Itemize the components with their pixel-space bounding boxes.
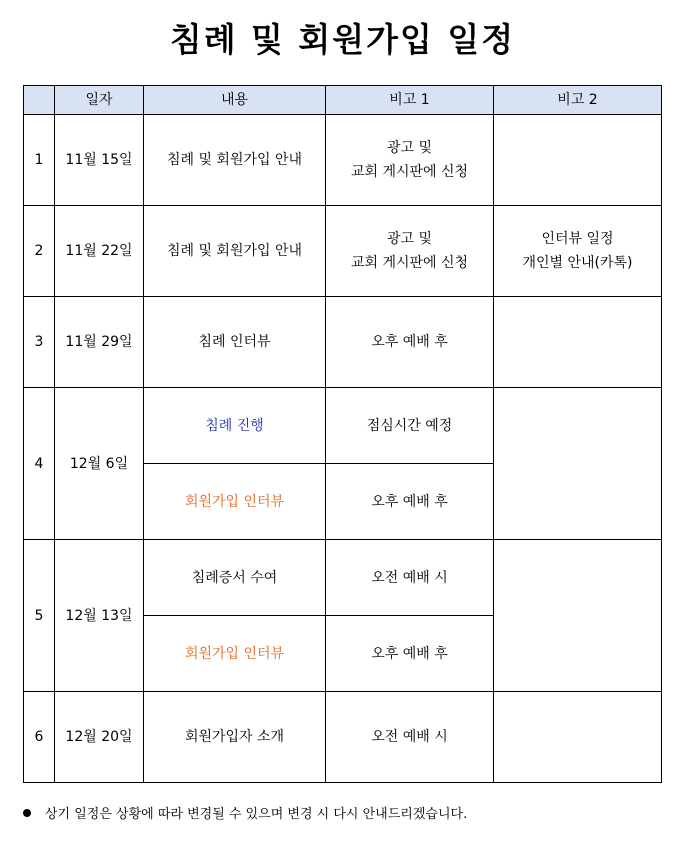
note1-line: 교회 게시판에 신청 xyxy=(350,255,469,271)
header-note1: 비고 1 xyxy=(326,86,494,115)
row-number: 4 xyxy=(24,388,55,540)
row-note2 xyxy=(494,297,662,388)
note1-line: 광고 및 xyxy=(386,231,433,247)
table-header-row xyxy=(24,86,662,115)
row-date: 12월 6일 xyxy=(55,388,144,540)
note1-line: 광고 및 xyxy=(386,140,433,156)
header-content: 내용 xyxy=(144,86,326,115)
row-content: 침례 진행 xyxy=(144,388,326,464)
row-content: 회원가입자 소개 xyxy=(144,692,326,783)
row-note1: 점심시간 예정 xyxy=(326,388,494,464)
row-note2 xyxy=(494,388,662,540)
page-title: 침례 및 회원가입 일정 xyxy=(169,20,516,59)
row-note2 xyxy=(494,692,662,783)
row-content: 침례증서 수여 xyxy=(144,540,326,616)
row-date: 12월 20일 xyxy=(55,692,144,783)
table-row xyxy=(24,115,662,206)
row-number: 2 xyxy=(24,206,55,297)
row-date: 11월 15일 xyxy=(55,115,144,206)
header-note2: 비고 2 xyxy=(494,86,662,115)
row-content: 회원가입 인터뷰 xyxy=(144,616,326,692)
row-note1 xyxy=(326,206,494,297)
row-note1: 오전 예배 시 xyxy=(326,692,494,783)
row-note1: 오후 예배 후 xyxy=(326,464,494,540)
table-row xyxy=(24,692,662,783)
schedule-table xyxy=(23,85,662,783)
note2-line: 인터뷰 일정 xyxy=(541,231,614,247)
table-row xyxy=(24,206,662,297)
footnote xyxy=(23,803,467,822)
row-number: 6 xyxy=(24,692,55,783)
row-note1: 오전 예배 시 xyxy=(326,540,494,616)
row-date: 11월 22일 xyxy=(55,206,144,297)
row-content: 침례 인터뷰 xyxy=(144,297,326,388)
row-number: 5 xyxy=(24,540,55,692)
footnote-text: 상기 일정은 상황에 따라 변경될 수 있으며 변경 시 다시 안내드리겠습니다. xyxy=(45,807,468,822)
row-note1: 오후 예배 후 xyxy=(326,616,494,692)
row-date: 12월 13일 xyxy=(55,540,144,692)
table-row xyxy=(24,388,662,464)
row-date: 11월 29일 xyxy=(55,297,144,388)
table-row xyxy=(24,297,662,388)
row-content: 침례 및 회원가입 안내 xyxy=(144,206,326,297)
row-number: 3 xyxy=(24,297,55,388)
table-row xyxy=(24,540,662,616)
row-number: 1 xyxy=(24,115,55,206)
row-note2 xyxy=(494,115,662,206)
note1-line: 교회 게시판에 신청 xyxy=(350,164,469,180)
row-note2 xyxy=(494,540,662,692)
row-note1: 오후 예배 후 xyxy=(326,297,494,388)
header-date: 일자 xyxy=(55,86,144,115)
row-note2 xyxy=(494,206,662,297)
header-no xyxy=(24,86,55,115)
row-content: 침례 및 회원가입 안내 xyxy=(144,115,326,206)
row-note1 xyxy=(326,115,494,206)
row-content: 회원가입 인터뷰 xyxy=(144,464,326,540)
note2-line: 개인별 안내(카톡) xyxy=(522,255,633,271)
bullet-icon xyxy=(23,809,31,817)
